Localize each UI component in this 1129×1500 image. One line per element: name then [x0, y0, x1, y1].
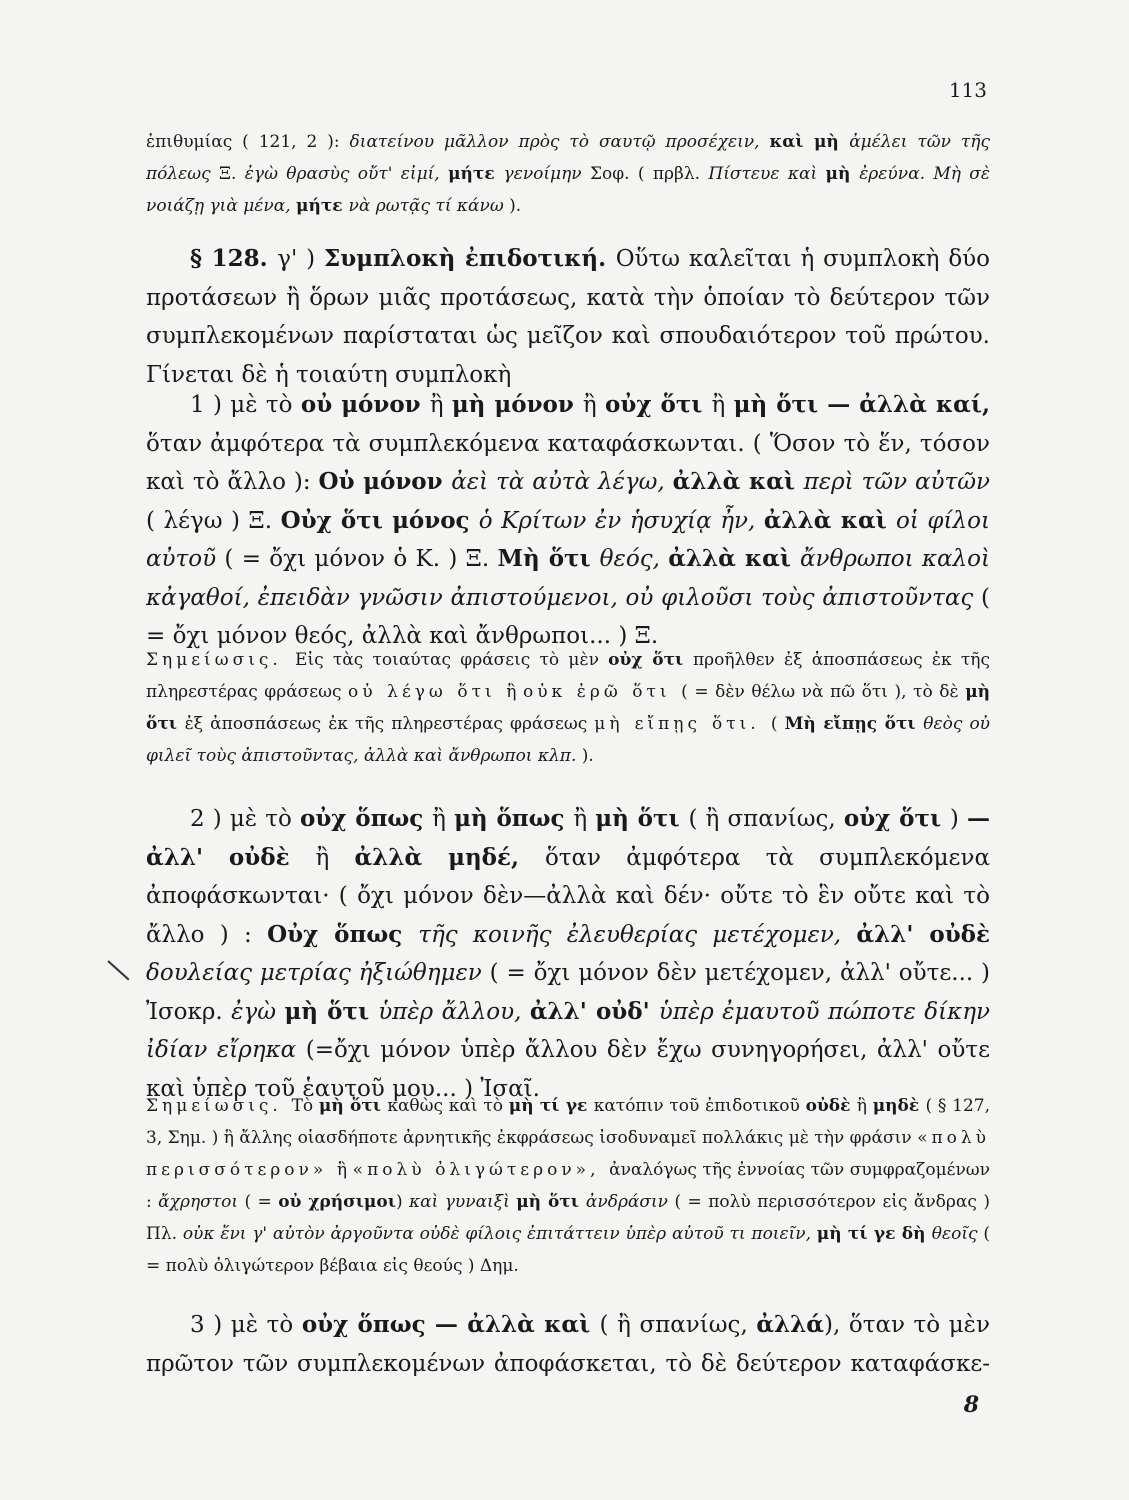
- section-128-paragraph: § 128. γ' ) Συμπλοκὴ ἐπιδοτική. Οὕτω καλεῖται ἡ συμπλοκὴ δύο προτάσεων ἢ ὅρων μιᾶς προτάσεως, κατὰ τὴν ὁποίαν τὸ δεύτερον τῶν συμπλεκομένων παρίσταται ὡς μεῖζον καὶ σπουδαιότερον τοῦ πρώτου. Γίνεται δὲ ἡ τοιαύτη συμπλοκὴ: [146, 245, 990, 388]
- note-2-paragraph: Σημείωσις. Τὸ μὴ ὅτι καθὼς καὶ τὸ μὴ τί γε κατόπιν τοῦ ἐπιδοτικοῦ οὐδὲ ἢ μηδὲ ( § 127, 3, Σημ. ) ἢ ἄλλης οἱασδήποτε ἀρνητικῆς ἐκφράσεως ἰσοδυναμεῖ πολλάκις μὲ τὴν φράσιν «πολὺ περισσότερον» ἢ «πολὺ ὀλιγώτερον», ἀναλόγως τῆς ἐννοίας τῶν συμφραζομένων : ἄχρηστοι ( = οὐ χρήσιμοι) καὶ γυναιξὶ μὴ ὅτι ἀνδράσιν ( = πολὺ περισσότερον εἰς ἄνδρας ) Πλ. οὐκ ἔνι γ' αὐτὸν ἀργοῦντα οὐδὲ φίλοις ἐπιτάττειν ὑπὲρ αὐτοῦ τι ποιεῖν, μὴ τί γε δὴ θεοῖς ( = πολὺ ὀλιγώτερον βέβαια εἰς θεούς ) Δημ.: [146, 1096, 991, 1276]
- rule-2-paragraph: 2 ) μὲ τὸ οὐχ ὅπως ἢ μὴ ὅπως ἢ μὴ ὅτι ( ἢ σπανίως, οὐχ ὅτι ) — ἀλλ' οὐδὲ ἢ ἀλλὰ μηδέ, ὅταν ἀμφότερα τὰ συμπλεκόμενα ἀποφάσκωνται· ( ὄχι μόνον δὲν—ἀλλὰ καὶ δέν· οὔτε τὸ ἓν οὔτε καὶ τὸ ἄλλο ) : Οὐχ ὅπως τῆς κοινῆς ἐλευθερίας μετέχομεν, ἀλλ' οὐδὲ δουλείας μετρίας ἠξιώθημεν ( = ὄχι μόνον δὲν μετέχομεν, ἀλλ' οὔτε... ) Ἰσοκρ. ἐγὼ μὴ ὅτι ὑπὲρ ἄλλου, ἀλλ' οὐδ' ὑπὲρ ἐμαυτοῦ πώποτε δίκην ἰδίαν εἴρηκα (=ὄχι μόνον ὑπὲρ ἄλλου δὲν ἔχω συνηγορήσει, ἀλλ' οὔτε καὶ ὑπὲρ τοῦ ἑαυτοῦ μου... ) Ἰσαῖ.: [146, 805, 991, 1102]
- note-1-paragraph: Σημείωσις. Εἰς τὰς τοιαύτας φράσεις τὸ μὲν οὐχ ὅτι προῆλθεν ἐξ ἀποσπάσεως ἐκ τῆς πληρεστέρας φράσεως οὐ λέγω ὅτι ἢ οὐκ ἐρῶ ὅτι ( = δὲν θέλω νὰ πῶ ὅτι ), τὸ δὲ μὴ ὅτι ἐξ ἀποσπάσεως ἐκ τῆς πληρεστέρας φράσεως μὴ εἴπῃς ὅτι. ( Μὴ εἴπῃς ὅτι θεὸς οὐ φιλεῖ τοὺς ἀπιστοῦντας, ἀλλὰ καὶ ἄνθρωποι κλπ. ).: [146, 650, 991, 766]
- rule-3-paragraph: 3 ) μὲ τὸ οὐχ ὅπως — ἀλλὰ καὶ ( ἢ σπανίως, ἀλλά), ὅταν τὸ μὲν πρῶτον τῶν συμπλεκομένων ἀποφάσκεται, τὸ δὲ δεύτερον καταφάσκε-: [146, 1311, 990, 1377]
- note-label: Σημείωσις.: [146, 650, 296, 670]
- rule-1-paragraph: 1 ) μὲ τὸ οὐ μόνον ἢ μὴ μόνον ἢ οὐχ ὅτι ἢ μὴ ὅτι — ἀλλὰ καί, ὅταν ἀμφότερα τὰ συμπλεκόμενα καταφάσκωνται. ( Ὅσον τὸ ἕν, τόσον καὶ τὸ ἄλλο ): Οὐ μόνον ἀεὶ τὰ αὐτὰ λέγω, ἀλλὰ καὶ περὶ τῶν αὐτῶν ( λέγω ) Ξ. Οὐχ ὅτι μόνος ὁ Κρίτων ἐν ἡσυχίᾳ ἦν, ἀλλὰ καὶ οἱ φίλοι αὐτοῦ ( = ὄχι μόνον ὁ Κ. ) Ξ. Μὴ ὅτι θεός, ἀλλὰ καὶ ἄνθρωποι καλοὶ κἀγαθοί, ἐπειδὰν γνῶσιν ἀπιστούμενοι, οὐ φιλοῦσι τοὺς ἀπιστοῦντας ( = ὄχι μόνον θεός, ἀλλὰ καὶ ἄνθρωποι... ) Ξ.: [146, 391, 991, 649]
- paragraph-continuation: ἐπιθυμίας ( 121, 2 ): διατείνου μᾶλλον πρὸς τὸ σαυτῷ προσέχειν, καὶ μὴ ἀμέλει τῶν τῆς πόλεως Ξ. ἐγὼ θρασὺς οὔτ' εἰμί, μήτε γενοίμην Σοφ. ( πρβλ. Πίστευε καὶ μὴ ἐρεύνα. Μὴ σὲ νοιάζῃ γιὰ μένα, μήτε νὰ ρωτᾷς τί κάνω ).: [146, 132, 991, 216]
- margin-pen-mark: [107, 960, 129, 980]
- note-label: Σημείωσις.: [146, 1096, 292, 1116]
- section-heading: Συμπλοκὴ ἐπιδοτική.: [324, 245, 616, 272]
- signature-mark: 8: [963, 1392, 979, 1418]
- section-number: § 128.: [190, 245, 278, 272]
- page-number: 113: [948, 78, 987, 102]
